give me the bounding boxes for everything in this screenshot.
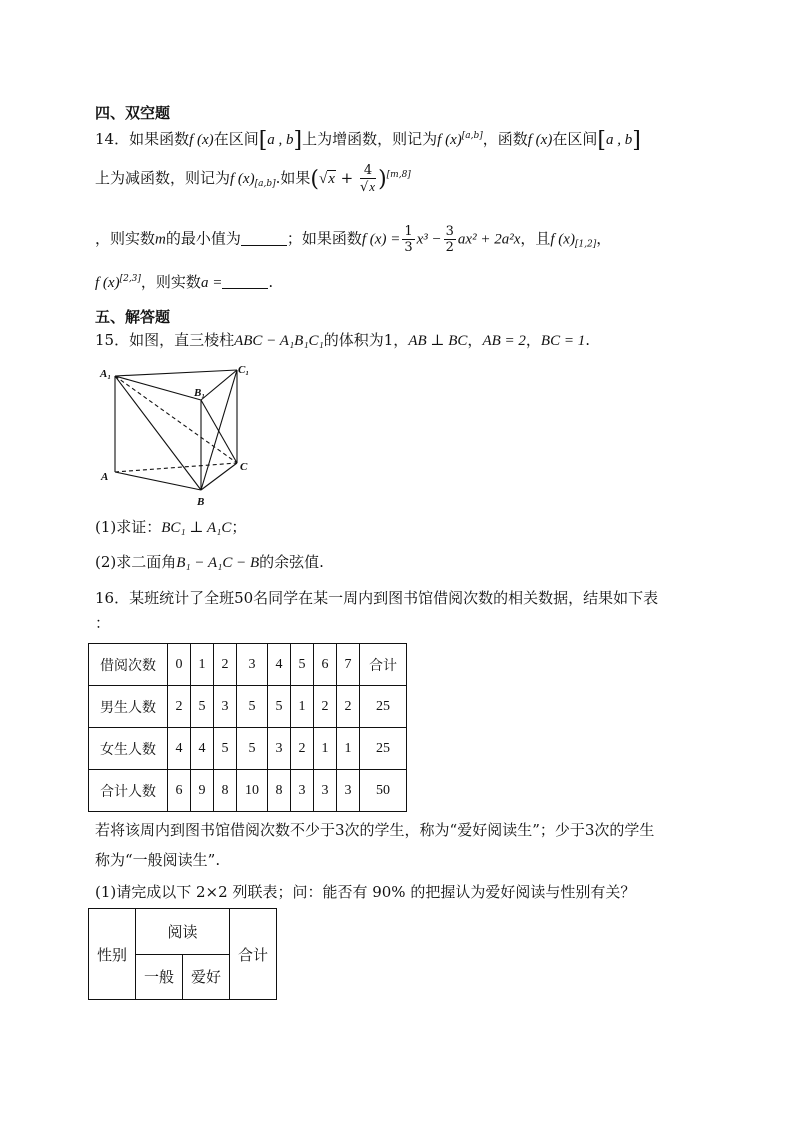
table-cell: 5 bbox=[237, 728, 268, 770]
q14-func: f (x) bbox=[189, 132, 214, 148]
table-cell: 1 bbox=[291, 686, 314, 728]
table-cell: 8 bbox=[214, 770, 237, 812]
table-cell: 6 bbox=[168, 770, 191, 812]
q14-func: f (x) bbox=[230, 171, 255, 187]
q14-text: 如果函数 bbox=[129, 130, 190, 148]
q15-statement bbox=[95, 330, 590, 351]
table-cell: 3 bbox=[291, 770, 314, 812]
q14-interval: a , b bbox=[605, 132, 633, 148]
q14-text: 的最小值为 bbox=[165, 229, 241, 248]
contingency-table bbox=[88, 908, 277, 1000]
q15-number: 15． bbox=[95, 331, 130, 349]
q14-line-1: 14．如果函数f (x)在区间[a , b]上为增函数，则记为f (x)[a,b]，函数f (x)在区间[a , b] bbox=[95, 128, 641, 153]
label-b1: B₁ bbox=[194, 387, 206, 399]
q14-line-2: 上为减函数，则记为f $(x)_{[a,b]}$.如果(√x + $\frac{4}{√x}$ )[m,8] bbox=[95, 163, 411, 195]
q15-expr: B₁ − A₁C − B bbox=[176, 555, 260, 571]
q14-func: f (x) = bbox=[361, 231, 401, 248]
q14-text: . bbox=[268, 273, 274, 291]
q16-desc-2: 称为“一般阅读生”. bbox=[95, 851, 221, 869]
q14-sup: [m,8] bbox=[386, 170, 411, 180]
table-cell: 7 bbox=[337, 644, 360, 686]
table-cell: 2 bbox=[314, 686, 337, 728]
table-cell: 6 bbox=[314, 644, 337, 686]
edge-bc bbox=[201, 463, 237, 490]
table-cell: 3 bbox=[337, 770, 360, 812]
table-cell: 女生人数 bbox=[89, 728, 168, 770]
table-cell: 50 bbox=[360, 770, 407, 812]
q15-expr: BC₁ ⊥ A₁C bbox=[161, 520, 232, 536]
label-a1: A₁ bbox=[100, 368, 112, 380]
q14-frac-num: 1 bbox=[404, 224, 413, 239]
table-row bbox=[89, 770, 407, 812]
q14-var-m: m bbox=[155, 231, 166, 248]
table-cell: 1 bbox=[191, 644, 214, 686]
section-heading-5: 五、解答题 bbox=[95, 308, 171, 326]
table-cell: 4 bbox=[268, 644, 291, 686]
q14-number: 14． bbox=[95, 130, 130, 148]
q15-text: 如图，直三棱柱 bbox=[129, 331, 235, 349]
q15-condition: BC = 1 bbox=[540, 333, 586, 349]
q14-frac-num: 4 bbox=[360, 163, 376, 179]
q15-part-label: (2)求二面角 bbox=[95, 553, 177, 571]
table-cell: 2 bbox=[214, 644, 237, 686]
q15-text: 的体积为1， bbox=[323, 331, 409, 349]
contingency-total-header: 合计 bbox=[230, 909, 277, 1000]
label-a: A bbox=[101, 471, 109, 483]
q14-sup: [a,b] bbox=[461, 131, 483, 141]
q16-part-1: (1)请完成以下 2×2 列联表；问：能否有 90% 的把握认为爱好阅读与性别有关？ bbox=[95, 883, 636, 901]
q14-frac-num: 3 bbox=[445, 224, 454, 239]
table-cell: 4 bbox=[168, 728, 191, 770]
table-cell: 3 bbox=[268, 728, 291, 770]
q15-part-1 bbox=[95, 517, 246, 538]
contingency-reading-header: 阅读 bbox=[136, 909, 230, 955]
edge-ab bbox=[115, 472, 201, 490]
table-cell: 5 bbox=[214, 728, 237, 770]
contingency-header-row bbox=[89, 909, 277, 955]
q15-part-2 bbox=[95, 552, 324, 573]
q15-text: 的余弦值. bbox=[259, 553, 324, 571]
q16-intro-end: ： bbox=[95, 614, 111, 632]
borrow-count-table bbox=[88, 643, 407, 812]
table-cell: 25 bbox=[360, 728, 407, 770]
edge-a1c1 bbox=[115, 370, 237, 376]
table-cell: 5 bbox=[291, 644, 314, 686]
q16-number: 16． bbox=[95, 589, 130, 607]
table-cell: 1 bbox=[314, 728, 337, 770]
q14-text: ，则实数 bbox=[95, 229, 156, 248]
table-cell: 合计人数 bbox=[89, 770, 168, 812]
edge-b1c1 bbox=[201, 370, 237, 400]
table-header-row bbox=[89, 644, 407, 686]
q14-text: ，函数 bbox=[482, 130, 528, 148]
label-c1: C₁ bbox=[238, 364, 250, 376]
diag-bc1 bbox=[201, 370, 237, 490]
table-cell: 合计 bbox=[360, 644, 407, 686]
q15-text: ； bbox=[231, 518, 247, 536]
q14-text: ，则实数 bbox=[140, 273, 201, 291]
diag-a1c-hidden bbox=[115, 376, 237, 463]
q14-text: ，且 bbox=[520, 229, 551, 248]
table-cell: 5 bbox=[237, 686, 268, 728]
table-cell: 2 bbox=[168, 686, 191, 728]
table-cell: 男生人数 bbox=[89, 686, 168, 728]
q14-text: 上为减函数，则记为 bbox=[95, 169, 231, 187]
contingency-gender-header: 性别 bbox=[89, 909, 136, 1000]
table-cell: 3 bbox=[314, 770, 337, 812]
q14-func: f (x) bbox=[95, 275, 120, 291]
q14-text: 上为增函数，则记为 bbox=[302, 130, 438, 148]
table-cell: 3 bbox=[237, 644, 268, 686]
table-cell: 3 bbox=[214, 686, 237, 728]
q14-term: x³ − bbox=[416, 231, 442, 248]
edge-a1b1 bbox=[115, 376, 201, 400]
q15-text: ， bbox=[525, 331, 541, 349]
q14-sub: [a,b] bbox=[254, 179, 276, 189]
q14-text: ， bbox=[596, 229, 612, 248]
q14-frac-den: 3 bbox=[404, 240, 413, 255]
q14-frac-den: x bbox=[369, 179, 376, 194]
q14-func: f (x) bbox=[550, 231, 575, 248]
q15-prism: ABC − A₁B₁C₁ bbox=[234, 333, 324, 349]
q15-text: ， bbox=[467, 331, 483, 349]
table-cell: 借阅次数 bbox=[89, 644, 168, 686]
q14-term: ax² + 2a²x bbox=[457, 231, 521, 248]
table-cell: 2 bbox=[337, 686, 360, 728]
q16-text: 某班统计了全班50名同学在某一周内到图书馆借阅次数的相关数据，结果如下表 bbox=[129, 589, 659, 607]
table-cell: 5 bbox=[268, 686, 291, 728]
table-cell: 2 bbox=[291, 728, 314, 770]
q14-func: f (x) bbox=[437, 132, 462, 148]
table-cell: 9 bbox=[191, 770, 214, 812]
contingency-hobby-header: 爱好 bbox=[183, 954, 230, 1000]
table-cell: 5 bbox=[191, 686, 214, 728]
q14-sub: [1,2] bbox=[574, 239, 597, 250]
table-row bbox=[89, 686, 407, 728]
q16-intro bbox=[95, 588, 658, 608]
q14-text: 在区间 bbox=[213, 130, 259, 148]
q14-line-4 bbox=[95, 269, 273, 293]
table-cell: 1 bbox=[337, 728, 360, 770]
q14-sup: [2,3] bbox=[119, 274, 141, 284]
answer-blank-2[interactable] bbox=[222, 274, 268, 289]
q14-text: .如果 bbox=[275, 169, 311, 187]
prism-figure bbox=[98, 362, 258, 510]
label-b: B bbox=[197, 496, 205, 508]
table-cell: 0 bbox=[168, 644, 191, 686]
q14-text: ；如果函数 bbox=[286, 229, 362, 248]
q14-interval: a , b bbox=[267, 132, 294, 148]
section-heading-4: 四、双空题 bbox=[95, 104, 171, 122]
q14-line-3 bbox=[95, 224, 611, 255]
q14-func: f (x) bbox=[527, 132, 553, 148]
table-cell: 25 bbox=[360, 686, 407, 728]
answer-blank-1[interactable] bbox=[241, 231, 287, 246]
q14-var-a: a = bbox=[200, 275, 223, 291]
contingency-general-header: 一般 bbox=[136, 954, 183, 1000]
label-c: C bbox=[240, 461, 248, 473]
table-cell: 10 bbox=[237, 770, 268, 812]
q14-text: 在区间 bbox=[552, 130, 598, 148]
q14-frac-den: 2 bbox=[445, 240, 454, 255]
q15-condition: AB ⊥ BC bbox=[408, 333, 468, 349]
diag-a1b bbox=[115, 376, 201, 490]
q14-sqrt: x bbox=[328, 171, 335, 187]
q15-text: . bbox=[585, 331, 590, 349]
edge-ac-hidden bbox=[115, 463, 237, 472]
table-cell: 8 bbox=[268, 770, 291, 812]
q15-part-label: (1)求证： bbox=[95, 518, 162, 536]
table-cell: 4 bbox=[191, 728, 214, 770]
table-row bbox=[89, 728, 407, 770]
q15-condition: AB = 2 bbox=[482, 333, 526, 349]
q16-desc-1: 若将该周内到图书馆借阅次数不少于3次的学生，称为“爱好阅读生”；少于3次的学生 bbox=[95, 821, 655, 839]
